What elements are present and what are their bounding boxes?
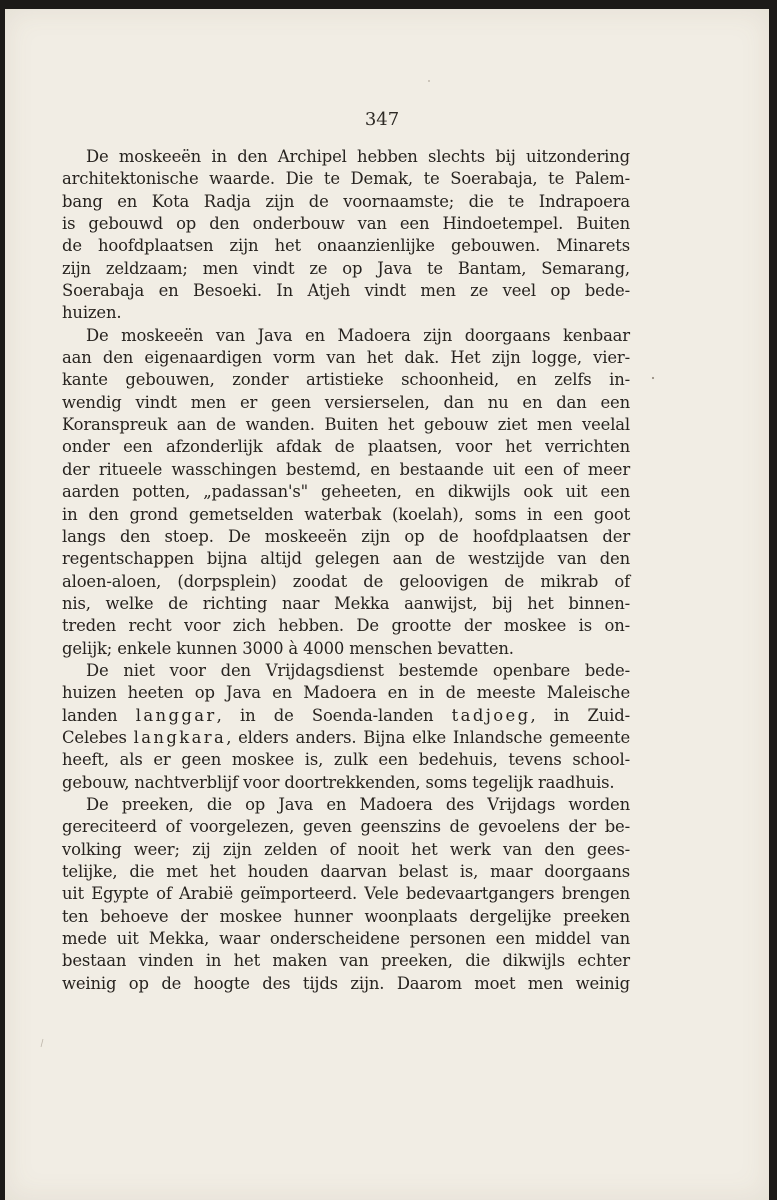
body-text (62, 146, 630, 995)
text-line: De niet voor den Vrijdagsdienst bestemde openbare bede- (86, 660, 630, 680)
text-line: weinig op de hoogte des tijds zijn. Daarom moet men weinig (62, 973, 630, 993)
text-line: De preeken, die op Java en Madoera des Vrijdags worden (86, 794, 630, 814)
text-line: aarden potten, „padassan's" geheeten, en dikwijls ook uit een (62, 482, 630, 502)
text-segment: landen (62, 705, 136, 725)
text-line: Soerabaja en Besoeki. In Atjeh vindt men ze veel op bede- (62, 281, 630, 301)
text-line: in den grond gemetselden waterbak (koelah), soms in een goot (62, 504, 630, 524)
text-line: de hoofdplaatsen zijn het onaanzienlijke gebouwen. Minarets (62, 236, 630, 256)
text-line: onder een afzonderlijk afdak de plaatsen, voor het verrichten (62, 437, 630, 457)
spaced-term: langkara (133, 727, 227, 747)
text-segment: , in Zuid- (530, 705, 631, 725)
text-segment: , in de Soenda-landen (216, 705, 452, 725)
text-line: bang en Kota Radja zijn de voornaamste; die te Indrapoera (62, 191, 630, 211)
text-line: Koranspreuk aan de wanden. Buiten het gebouw ziet men veelal (62, 415, 630, 435)
text-segment: Celebes (62, 727, 134, 747)
text-line: gebouw, nachtverblijf voor doortrekkenden, soms tegelijk raadhuis. (62, 772, 615, 792)
text-line: treden recht voor zich hebben. De grootte der moskee is on- (62, 616, 630, 636)
text-line: zijn zeldzaam; men vindt ze op Java te Bantam, Semarang, (62, 258, 630, 278)
text-line: is gebouwd op den onderbouw van een Hindoetempel. Buiten (62, 214, 630, 234)
text-line: telijke, die met het houden daarvan belast is, maar doorgaans (62, 862, 630, 881)
text-line: ten behoeve der moskee hunner woonplaats dergelijke preeken (62, 906, 630, 926)
text-line: der ritueele wasschingen bestemd, en bestaande uit een of meer (62, 459, 630, 479)
text-line (62, 727, 630, 749)
text-line: gelijk; enkele kunnen 3000 à 4000 menschen bevatten. (62, 638, 514, 658)
text-line: De moskeeën in den Archipel hebben slechts bij uitzondering (86, 147, 630, 166)
text-line: bestaan vinden in het maken van preeken, die dikwijls echter (62, 951, 630, 971)
text-line: langs den stoep. De moskeeën zijn op de hoofdplaatsen der (62, 526, 630, 546)
text-line (62, 705, 630, 727)
text-line: huizen. (62, 303, 122, 323)
page-number: 347 (364, 109, 400, 130)
text-line: huizen heeten op Java en Madoera en in de meeste Maleische (62, 683, 630, 703)
text-line: nis, welke de richting naar Mekka aanwijst, bij het binnen- (62, 593, 630, 613)
text-line: heeft, als er geen moskee is, zulk een bedehuis, tevens school- (62, 750, 630, 770)
text-line: mede uit Mekka, waar onderscheidene personen een middel van (62, 929, 630, 949)
text-line: gereciteerd of voorgelezen, geven geenszins de gevoelens der be- (62, 817, 630, 837)
text-line: architektonische waarde. Die te Demak, te Soerabaja, te Palem- (62, 169, 630, 189)
book-page (5, 9, 769, 1200)
spaced-term: langgar (135, 705, 217, 725)
text-line: aloen-aloen, (dorpsplein) zoodat de geloovigen de mikrab of (62, 571, 630, 591)
text-line: volking weer; zij zijn zelden of nooit het werk van den gees- (62, 839, 630, 859)
text-line: aan den eigenaardigen vorm van het dak. Het zijn logge, vier- (62, 348, 630, 368)
text-line: De moskeeën van Java en Madoera zijn doorgaans kenbaar (86, 325, 630, 345)
text-line: wendig vindt men er geen versierselen, dan nu en dan een (62, 392, 630, 412)
text-segment: , elders anders. Bijna elke Inlandsche gemeente (226, 727, 631, 747)
text-line: uit Egypte of Arabië geïmporteerd. Vele bedevaartgangers brengen (62, 884, 630, 904)
spaced-term: tadjoeg (451, 705, 531, 725)
text-line: kante gebouwen, zonder artistieke schoonheid, en zelfs in- (62, 370, 630, 390)
text-line: regentschappen bijna altijd gelegen aan de westzijde van den (62, 549, 630, 569)
